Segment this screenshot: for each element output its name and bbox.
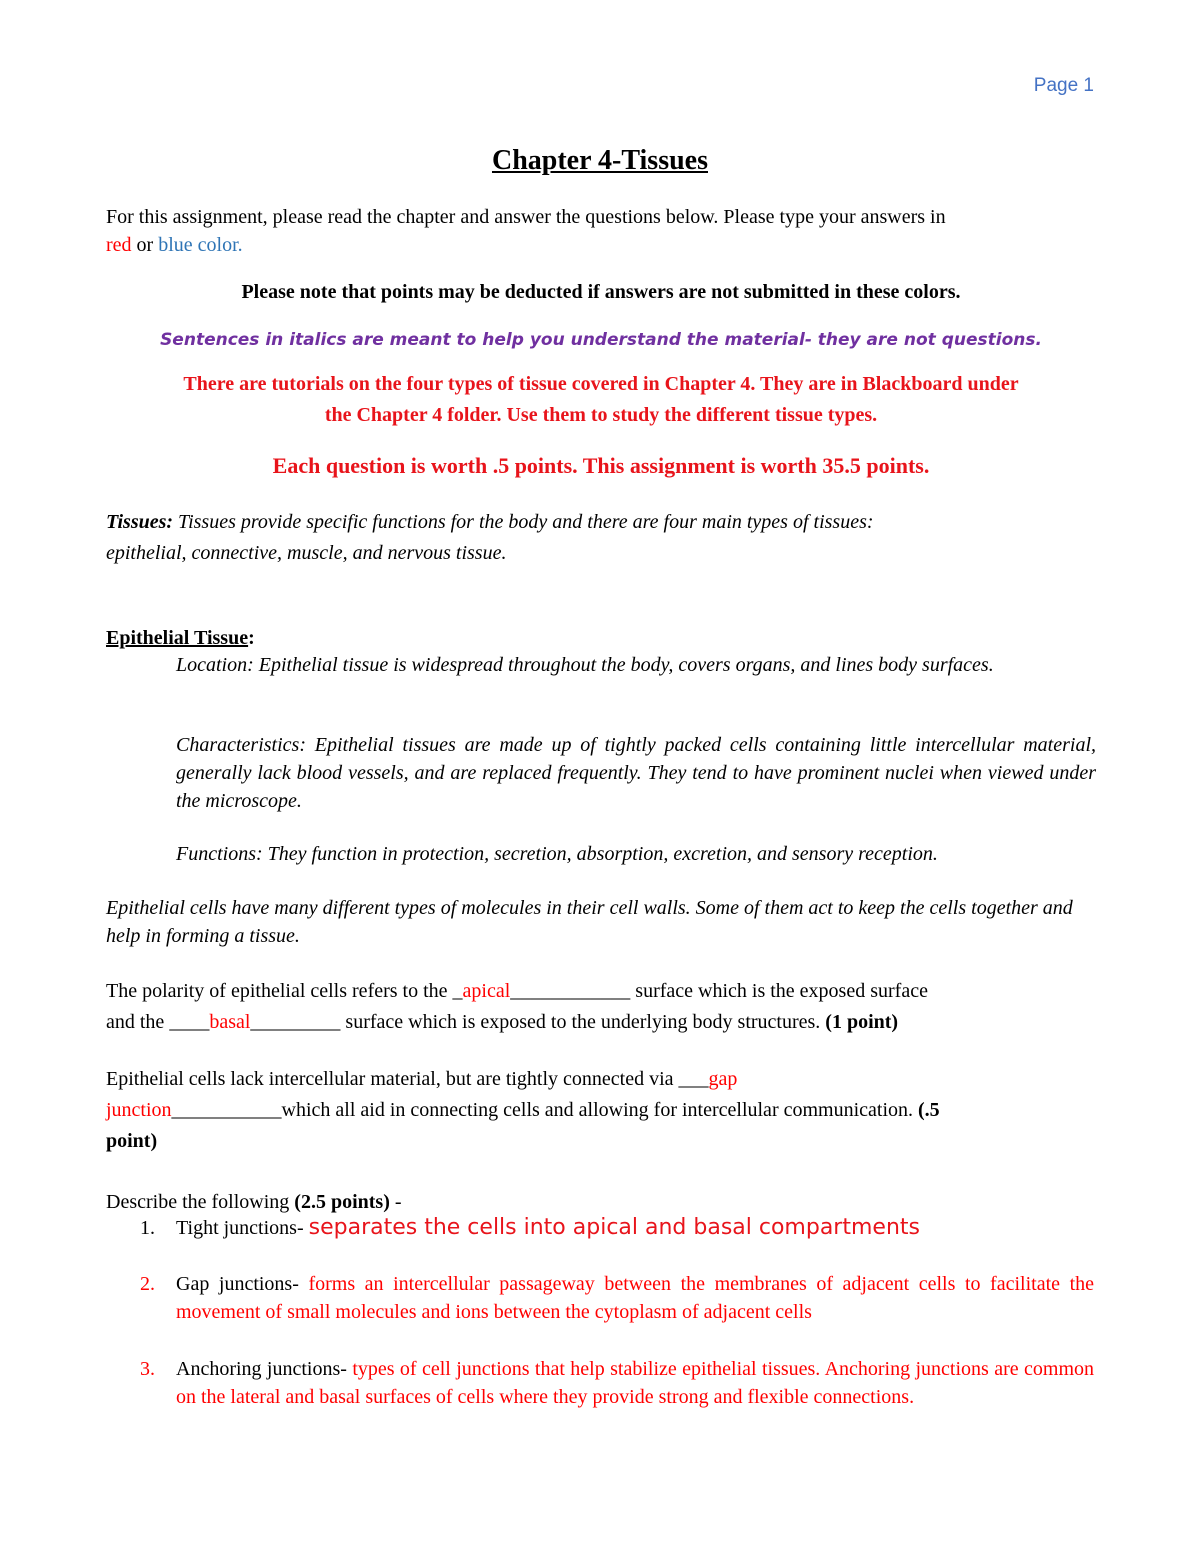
gap-points-2: point) <box>106 1130 158 1152</box>
gap-text-1: Epithelial cells lack intercellular material, but are tightly connected via <box>106 1068 679 1090</box>
color-note: Please note that points may be deducted if answers are not submitted in these colors. <box>241 281 961 303</box>
list-item-answer[interactable]: separates the cells into apical and basal compartments <box>308 1215 920 1240</box>
polarity-answer-basal[interactable]: basal <box>209 1011 251 1033</box>
polarity-text-4: surface which is exposed to the underlying body structures. <box>340 1011 826 1033</box>
intro-red-word: red <box>106 234 132 256</box>
describe-intro <box>106 1188 1096 1216</box>
list-item-body <box>176 1270 1094 1326</box>
intro-blue-word: blue color. <box>158 234 243 256</box>
gap-answer-line2[interactable]: junction <box>106 1099 172 1121</box>
describe-dash: - <box>389 1191 402 1213</box>
epithelial-heading <box>106 624 1096 652</box>
epithelial-cells-note: Epithelial cells have many different types of molecules in their cell walls. Some of them act to keep the cells together and help in forming a tissue. <box>106 897 1073 947</box>
list-item-body <box>176 1355 1094 1411</box>
list-item-body <box>176 1214 1094 1242</box>
list-item-gap-junctions <box>0 1270 1200 1330</box>
points-note: Each question is worth .5 points. This assignment is worth 35.5 points. <box>272 453 930 478</box>
polarity-blank2-pre: ____ <box>169 1011 210 1033</box>
polarity-text-2: surface which is the exposed surface <box>630 980 928 1002</box>
italics-note: Sentences in italics are meant to help you understand the material- they are not questions. <box>160 330 1042 350</box>
list-item-term: Tight junctions- <box>176 1217 309 1239</box>
tissues-paragraph <box>106 507 1096 569</box>
list-item-tight-junctions <box>0 1214 1200 1244</box>
tutorial-note-line2: the Chapter 4 folder. Use them to study the different tissue types. <box>324 404 878 426</box>
page-number: Page 1 <box>1033 75 1094 96</box>
tutorial-note <box>106 369 1096 431</box>
page-title: Chapter 4-Tissues <box>491 145 708 176</box>
polarity-points: (1 point) <box>825 1011 899 1033</box>
gap-answer-line1[interactable]: gap <box>708 1068 738 1090</box>
polarity-blank1-pre: _ <box>452 980 463 1002</box>
epithelial-heading-colon: : <box>248 627 255 649</box>
polarity-blank1-post: ____________ <box>510 980 631 1002</box>
polarity-blank2-post: _________ <box>250 1011 341 1033</box>
polarity-text-3: and the <box>106 1011 170 1033</box>
gap-text-2: which all aid in connecting cells and allowing for intercellular communication. <box>281 1099 919 1121</box>
tissues-text-line1: Tissues provide specific functions for the body and there are four main types of tissues: <box>173 511 874 533</box>
list-item-number: 1. <box>140 1217 155 1239</box>
tutorial-note-line1: There are tutorials on the four types of tissue covered in Chapter 4. They are in Blackboard under <box>183 373 1019 395</box>
list-item-term: Gap junctions- <box>176 1273 309 1295</box>
list-item-term: Anchoring junctions- <box>176 1358 353 1380</box>
intro-line1: For this assignment, please read the chapter and answer the questions below. Please type your answers in <box>106 206 946 228</box>
tissues-text-line2: epithelial, connective, muscle, and nervous tissue. <box>106 542 507 564</box>
list-item-number: 3. <box>140 1358 155 1380</box>
tissues-label: Tissues: <box>106 511 174 533</box>
epithelial-heading-text: Epithelial Tissue <box>106 627 249 649</box>
epithelial-functions: Functions: They function in protection, secretion, absorption, excretion, and sensory reception. <box>176 843 938 865</box>
question-polarity <box>106 976 1096 1038</box>
gap-blank-pre: ___ <box>678 1068 709 1090</box>
list-item-number: 2. <box>140 1273 155 1295</box>
describe-intro-text: Describe the following <box>106 1191 295 1213</box>
epithelial-location: Location: Epithelial tissue is widespread throughout the body, covers organs, and lines body surfaces. <box>176 654 994 676</box>
gap-points-1: (.5 <box>918 1099 940 1121</box>
gap-blank-post: ___________ <box>171 1099 282 1121</box>
question-gap <box>106 1064 1096 1157</box>
epithelial-characteristics: Characteristics: Epithelial tissues are made up of tightly packed cells containing little intercellular material, generally lack blood vessels, and are replaced frequently. They tend to have prominent nuclei when viewed under the microscope. <box>176 734 1096 812</box>
list-item-anchoring-junctions <box>0 1355 1200 1445</box>
polarity-text-1: The polarity of epithelial cells refers to the <box>106 980 453 1002</box>
intro-or-word: or <box>131 234 159 256</box>
describe-points: (2.5 points) <box>294 1191 390 1213</box>
intro-paragraph <box>106 203 1096 259</box>
list-item-answer[interactable]: forms an intercellular passageway between the membranes of adjacent cells to facilitate the movement of small molecules and ions between the cytoplasm of adjacent cells <box>176 1273 1095 1323</box>
list-item-answer[interactable]: types of cell junctions that help stabilize epithelial tissues. Anchoring junctions are common on the lateral and basal surfaces of cells where they provide strong and flexible connections. <box>176 1358 1095 1408</box>
polarity-answer-apical[interactable]: apical <box>462 980 511 1002</box>
